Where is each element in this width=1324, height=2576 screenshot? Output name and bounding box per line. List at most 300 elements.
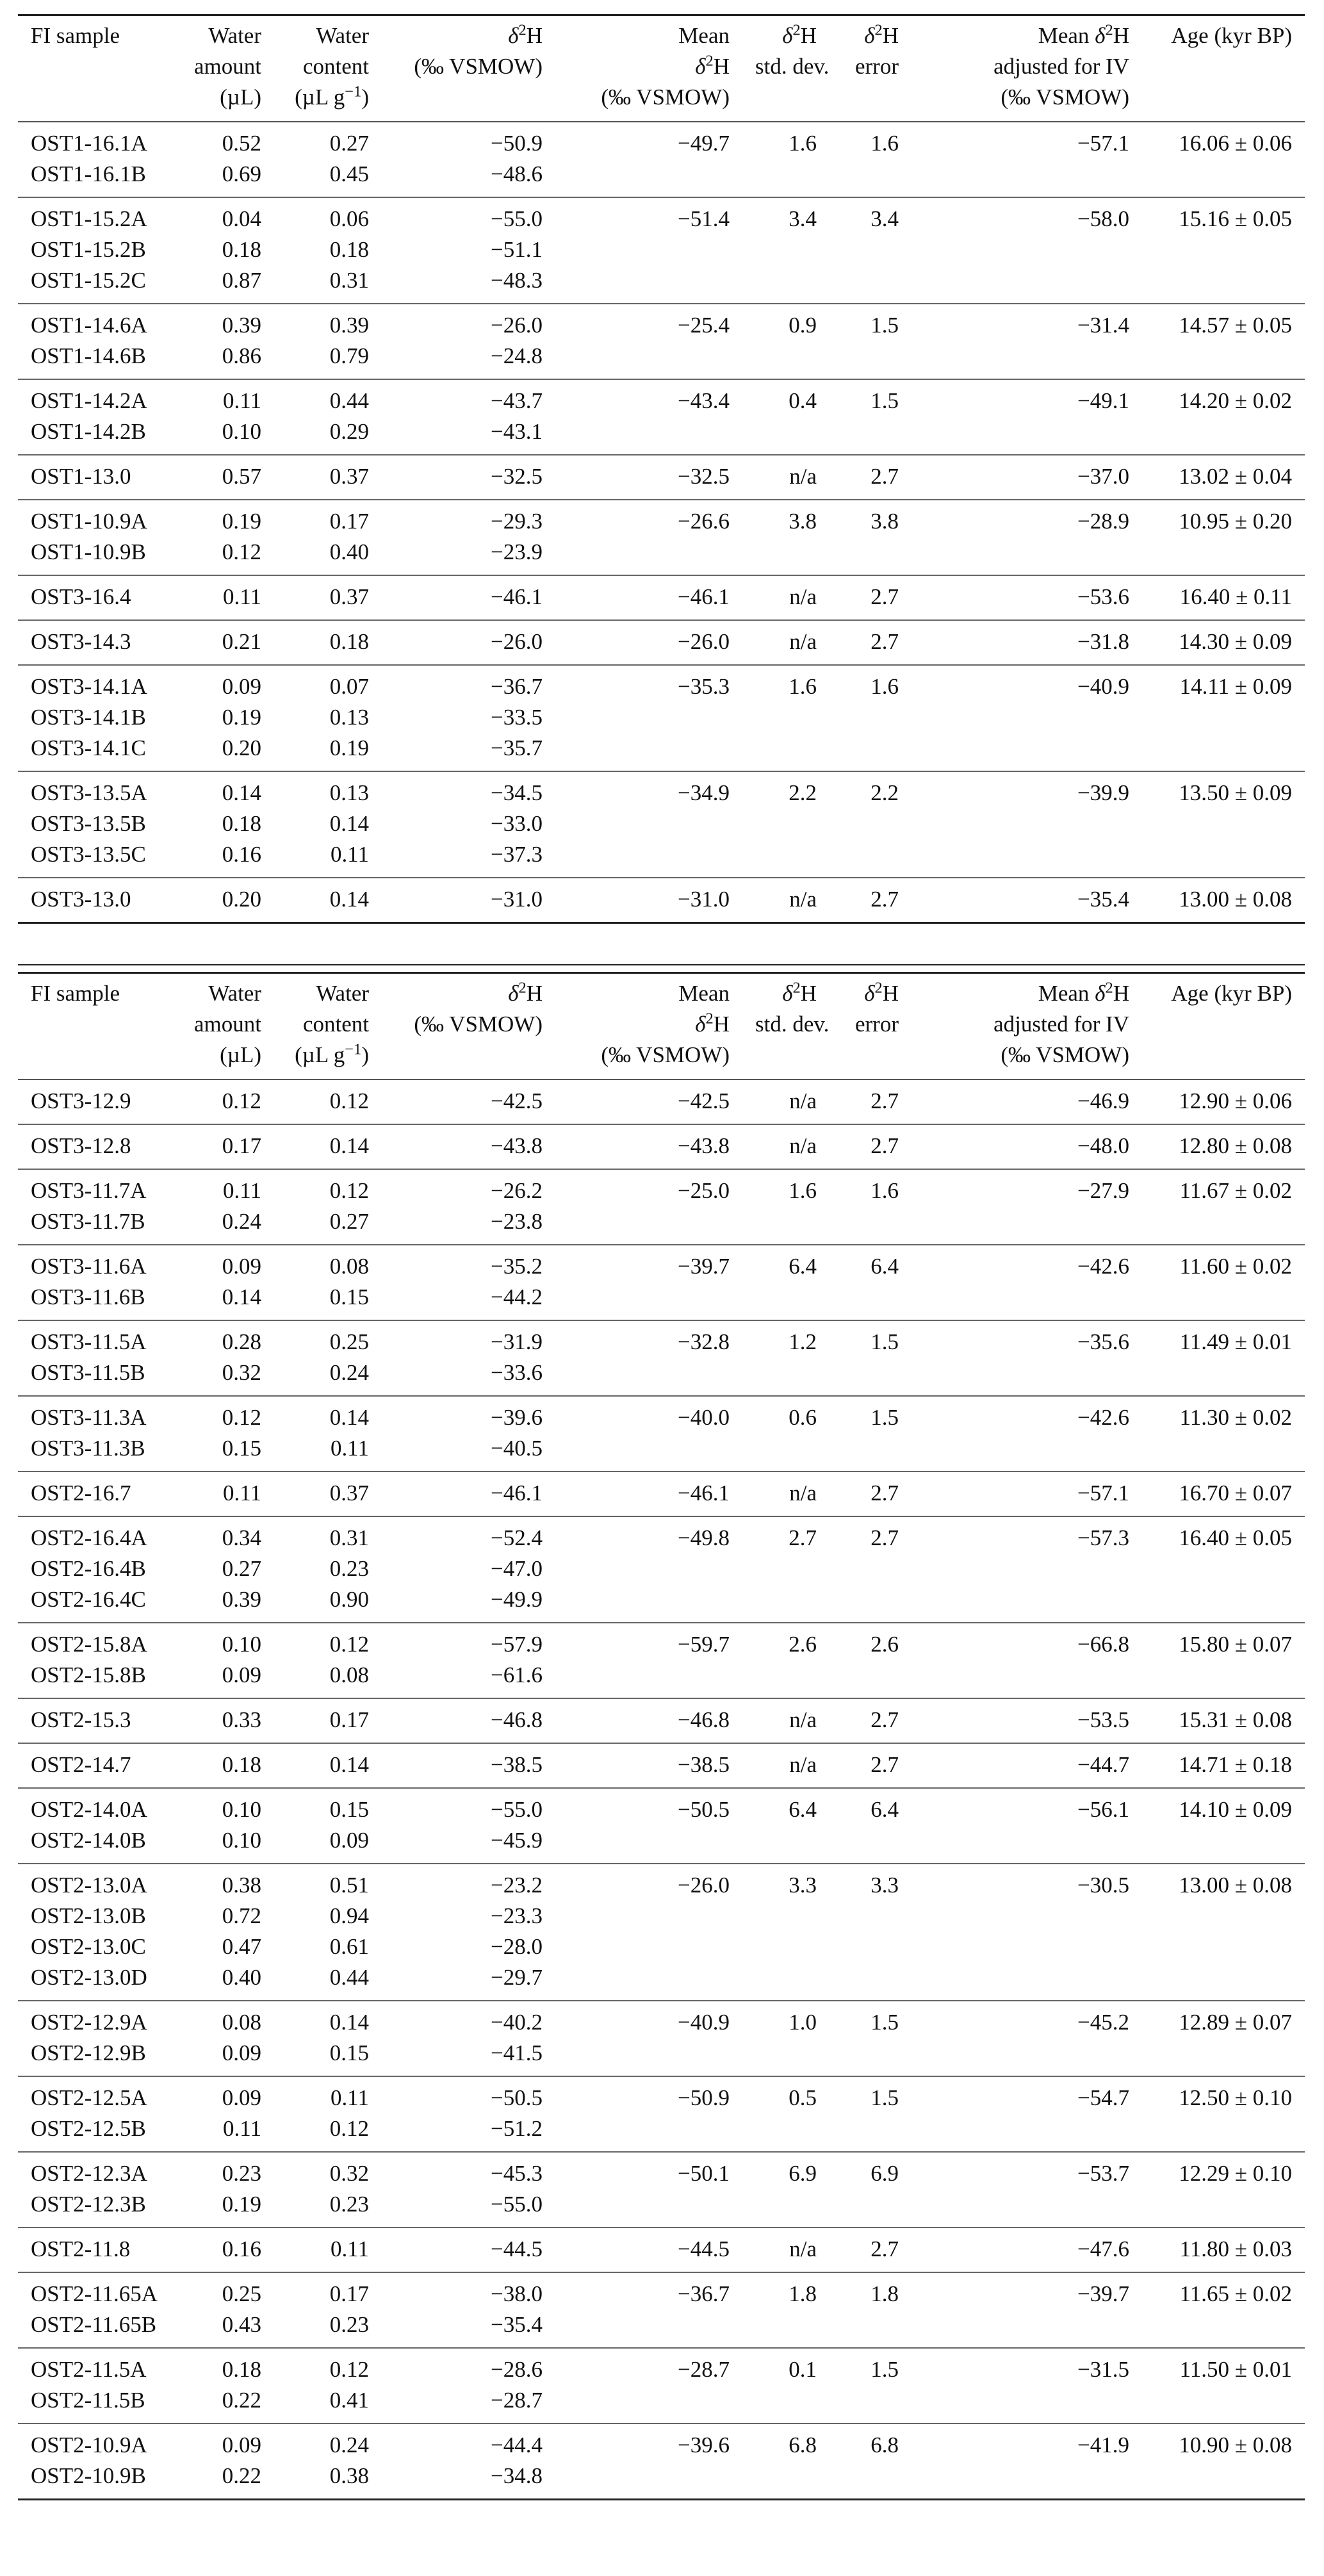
cell-mean-d2h-value: −26.0 <box>678 629 730 654</box>
cell-fi-sample-line: OST1-14.2A <box>31 388 147 413</box>
cell-age <box>1142 1079 1305 1124</box>
cell-water-content-line: 0.39 <box>329 313 369 338</box>
table-row <box>18 1472 1305 1516</box>
cell-water-amount-line: 0.21 <box>222 629 261 654</box>
cell-d2h-line: −50.9 <box>491 131 543 156</box>
cell-water-content-line: 0.13 <box>329 705 369 730</box>
cell-water-amount-line: 0.72 <box>222 1903 261 1928</box>
cell-fi-sample-line: OST3-11.3B <box>31 1436 145 1461</box>
cell-age-value: 13.00 ± 0.08 <box>1179 1873 1292 1898</box>
cell-d2h-line: −34.8 <box>491 2463 543 2488</box>
header-line: Water <box>208 23 261 48</box>
cell-water-amount-line: 0.38 <box>222 1873 261 1898</box>
cell-mean-d2h-value: −28.7 <box>678 2357 730 2382</box>
cell-mean-d2h-value: −40.0 <box>678 1405 730 1430</box>
cell-fi-sample <box>18 122 179 197</box>
cell-error <box>830 1623 911 1698</box>
cell-d2h <box>382 2227 555 2272</box>
table-row <box>18 304 1305 379</box>
cell-mean-d2h <box>555 1396 742 1472</box>
cell-mean-d2h <box>555 1623 742 1698</box>
cell-mean-d2h-value: −38.5 <box>678 1752 730 1777</box>
cell-d2h-line: −46.1 <box>491 1481 543 1505</box>
cell-std-dev <box>742 1396 830 1472</box>
cell-std-dev-value: n/a <box>789 464 817 489</box>
cell-d2h-line: −44.4 <box>491 2432 543 2457</box>
cell-mean-d2h <box>555 1124 742 1169</box>
table-row <box>18 1698 1305 1743</box>
cell-mean-adjusted-value: −39.7 <box>1077 2281 1129 2306</box>
header-d2h <box>382 15 555 122</box>
cell-d2h-line: −41.5 <box>491 2040 543 2065</box>
cell-std-dev <box>742 379 830 455</box>
cell-age-value: 11.60 ± 0.02 <box>1179 1254 1292 1279</box>
header-line: Age (kyr BP) <box>1171 23 1292 48</box>
table-row <box>18 1124 1305 1169</box>
cell-age-value: 14.30 ± 0.09 <box>1179 629 1292 654</box>
cell-water-content <box>274 1788 382 1864</box>
cell-fi-sample-line: OST1-10.9A <box>31 509 147 534</box>
cell-mean-adjusted <box>911 1743 1142 1788</box>
cell-d2h-line: −44.2 <box>491 1284 543 1309</box>
cell-fi-sample-line: OST3-13.5C <box>31 842 146 867</box>
cell-error <box>830 2227 911 2272</box>
cell-d2h-line: −38.0 <box>491 2281 543 2306</box>
cell-std-dev-value: n/a <box>789 1088 817 1113</box>
cell-std-dev <box>742 2076 830 2152</box>
cell-std-dev-value: n/a <box>789 887 817 912</box>
cell-age-value: 14.57 ± 0.05 <box>1179 313 1292 338</box>
cell-age <box>1142 771 1305 878</box>
cell-fi-sample <box>18 2152 179 2227</box>
cell-water-amount <box>179 665 274 771</box>
cell-error-value: 1.5 <box>870 2010 899 2035</box>
cell-fi-sample-line: OST3-12.9 <box>31 1088 131 1113</box>
cell-water-content-line: 0.17 <box>329 509 369 534</box>
cell-age-value: 15.16 ± 0.05 <box>1179 206 1292 231</box>
table-header-row <box>18 15 1305 122</box>
table-row <box>18 1864 1305 2001</box>
cell-std-dev-value: 3.4 <box>789 206 817 231</box>
header-line: (‰ VSMOW) <box>1001 1042 1129 1067</box>
cell-fi-sample <box>18 1245 179 1320</box>
cell-water-content-line: 0.41 <box>329 2388 369 2413</box>
cell-mean-adjusted <box>911 665 1142 771</box>
header-line: Mean <box>678 981 730 1006</box>
cell-mean-d2h-value: −42.5 <box>678 1088 730 1113</box>
header-line: error <box>854 54 899 79</box>
cell-age-value: 12.29 ± 0.10 <box>1179 2161 1292 2186</box>
cell-d2h-line: −26.0 <box>491 313 543 338</box>
cell-d2h-line: −51.1 <box>491 237 543 262</box>
cell-fi-sample-line: OST2-12.9A <box>31 2010 147 2035</box>
cell-d2h-line: −35.7 <box>491 735 543 760</box>
cell-mean-d2h-value: −26.0 <box>678 1873 730 1898</box>
cell-water-amount <box>179 1788 274 1864</box>
cell-age-value: 12.89 ± 0.07 <box>1179 2010 1292 2035</box>
cell-d2h <box>382 500 555 575</box>
cell-fi-sample-line: OST2-12.3B <box>31 2192 146 2217</box>
cell-error-value: 3.8 <box>870 509 899 534</box>
cell-age <box>1142 620 1305 665</box>
cell-d2h <box>382 2348 555 2424</box>
header-line: $\delta^2H$ <box>695 52 730 79</box>
cell-water-content <box>274 1743 382 1788</box>
cell-water-amount-line: 0.69 <box>222 161 261 186</box>
cell-fi-sample-line: OST2-13.0B <box>31 1903 146 1928</box>
cell-age <box>1142 2076 1305 2152</box>
cell-water-amount-line: 0.17 <box>222 1133 261 1158</box>
cell-water-content-line: 0.15 <box>329 1797 369 1822</box>
cell-age <box>1142 1169 1305 1245</box>
cell-d2h-line: −31.9 <box>491 1329 543 1354</box>
cell-water-amount-line: 0.19 <box>222 2192 261 2217</box>
cell-fi-sample <box>18 2424 179 2500</box>
table-row <box>18 2424 1305 2500</box>
cell-mean-adjusted-value: −54.7 <box>1077 2085 1129 2110</box>
cell-water-amount-line: 0.43 <box>222 2312 261 2337</box>
cell-age-value: 12.80 ± 0.08 <box>1179 1133 1292 1158</box>
header-mean-d2h <box>555 15 742 122</box>
cell-water-amount-line: 0.10 <box>222 1797 261 1822</box>
cell-water-amount-line: 0.39 <box>222 313 261 338</box>
cell-error <box>830 2076 911 2152</box>
table-row <box>18 197 1305 304</box>
cell-d2h <box>382 1743 555 1788</box>
cell-water-amount <box>179 2272 274 2348</box>
cell-age <box>1142 1623 1305 1698</box>
cell-d2h <box>382 1124 555 1169</box>
cell-water-amount-line: 0.09 <box>222 674 261 699</box>
cell-std-dev <box>742 1124 830 1169</box>
cell-fi-sample <box>18 379 179 455</box>
table-separator-rule <box>18 964 1305 965</box>
cell-water-content-line: 0.14 <box>329 1405 369 1430</box>
cell-water-content <box>274 1472 382 1516</box>
cell-d2h-line: −23.3 <box>491 1903 543 1928</box>
cell-error-value: 1.5 <box>870 2357 899 2382</box>
cell-water-amount <box>179 1864 274 2001</box>
cell-error <box>830 197 911 304</box>
cell-d2h <box>382 197 555 304</box>
cell-age <box>1142 122 1305 197</box>
cell-mean-adjusted <box>911 455 1142 500</box>
cell-mean-adjusted <box>911 2001 1142 2076</box>
cell-std-dev <box>742 1320 830 1396</box>
cell-fi-sample-line: OST2-11.8 <box>31 2236 131 2261</box>
header-line: content <box>302 54 369 79</box>
cell-water-content <box>274 2348 382 2424</box>
cell-water-content-line: 0.11 <box>331 1436 369 1461</box>
cell-water-amount-line: 0.18 <box>222 237 261 262</box>
header-line: $\delta^2H$ <box>508 979 543 1006</box>
cell-water-amount-line: 0.09 <box>222 2432 261 2457</box>
header-line: $\delta^2H$ <box>782 979 817 1006</box>
cell-std-dev-value: 1.6 <box>789 131 817 156</box>
cell-error <box>830 1169 911 1245</box>
cell-error-value: 2.7 <box>870 1752 899 1777</box>
header-line: (µL $g^{-1}$) <box>295 1040 369 1067</box>
cell-fi-sample-line: OST3-11.5A <box>31 1329 147 1354</box>
table-row <box>18 878 1305 923</box>
header-error <box>830 15 911 122</box>
cell-mean-adjusted-value: −44.7 <box>1077 1752 1129 1777</box>
cell-std-dev-value: 6.4 <box>789 1254 817 1279</box>
cell-d2h <box>382 455 555 500</box>
cell-mean-d2h-value: −43.8 <box>678 1133 730 1158</box>
cell-water-amount <box>179 1320 274 1396</box>
cell-water-content-line: 0.11 <box>331 2236 369 2261</box>
cell-age <box>1142 500 1305 575</box>
header-line: $\delta^2H$ <box>508 21 543 48</box>
cell-fi-sample-line: OST3-14.1C <box>31 735 146 760</box>
cell-mean-adjusted <box>911 1124 1142 1169</box>
cell-error-value: 2.2 <box>870 780 899 805</box>
cell-mean-d2h-value: −50.1 <box>678 2161 730 2186</box>
cell-water-content <box>274 2424 382 2500</box>
cell-mean-d2h <box>555 575 742 620</box>
cell-std-dev-value: 3.3 <box>789 1873 817 1898</box>
table-row <box>18 620 1305 665</box>
cell-std-dev-value: 1.8 <box>789 2281 817 2306</box>
cell-d2h-line: −37.3 <box>491 842 543 867</box>
table-row <box>18 2227 1305 2272</box>
cell-mean-adjusted <box>911 197 1142 304</box>
cell-fi-sample-line: OST2-16.4B <box>31 1556 146 1581</box>
cell-fi-sample-line: OST3-11.7B <box>31 1209 145 1234</box>
cell-d2h-line: −57.9 <box>491 1632 543 1657</box>
table-row <box>18 2348 1305 2424</box>
table-row <box>18 500 1305 575</box>
cell-std-dev <box>742 1788 830 1864</box>
cell-fi-sample-line: OST3-12.8 <box>31 1133 131 1158</box>
cell-std-dev-value: 1.6 <box>789 674 817 699</box>
cell-error <box>830 500 911 575</box>
header-std-dev <box>742 15 830 122</box>
cell-water-amount-line: 0.09 <box>222 2040 261 2065</box>
cell-water-amount-line: 0.14 <box>222 1284 261 1309</box>
cell-water-amount-line: 0.25 <box>222 2281 261 2306</box>
cell-fi-sample-line: OST2-11.5A <box>31 2357 147 2382</box>
cell-mean-adjusted <box>911 2152 1142 2227</box>
cell-mean-d2h <box>555 878 742 923</box>
cell-mean-d2h-value: −40.9 <box>678 2010 730 2035</box>
header-fi-sample <box>18 15 179 122</box>
cell-fi-sample-line: OST1-14.2B <box>31 419 146 444</box>
cell-age <box>1142 1245 1305 1320</box>
cell-water-amount-line: 0.04 <box>222 206 261 231</box>
cell-error <box>830 122 911 197</box>
cell-water-content-line: 0.18 <box>329 237 369 262</box>
cell-std-dev-value: n/a <box>789 1752 817 1777</box>
cell-error <box>830 1698 911 1743</box>
cell-water-amount-line: 0.20 <box>222 735 261 760</box>
cell-mean-d2h <box>555 2152 742 2227</box>
cell-d2h <box>382 122 555 197</box>
cell-water-content-line: 0.06 <box>329 206 369 231</box>
cell-water-content-line: 0.37 <box>329 1481 369 1505</box>
table-row <box>18 771 1305 878</box>
cell-mean-adjusted-value: −57.1 <box>1077 131 1129 156</box>
cell-error-value: 1.5 <box>870 2085 899 2110</box>
cell-water-content-line: 0.17 <box>329 2281 369 2306</box>
cell-mean-adjusted-value: −31.5 <box>1077 2357 1129 2382</box>
table-row <box>18 2076 1305 2152</box>
cell-water-amount-line: 0.18 <box>222 1752 261 1777</box>
cell-mean-adjusted-value: −57.1 <box>1077 1481 1129 1505</box>
cell-d2h-line: −23.9 <box>491 539 543 564</box>
cell-water-content-line: 0.38 <box>329 2463 369 2488</box>
cell-mean-adjusted <box>911 2272 1142 2348</box>
header-water-amount <box>179 973 274 1080</box>
cell-d2h-line: −46.8 <box>491 1707 543 1732</box>
cell-age <box>1142 665 1305 771</box>
cell-fi-sample <box>18 1743 179 1788</box>
cell-error <box>830 2001 911 2076</box>
cell-mean-adjusted <box>911 1698 1142 1743</box>
cell-error <box>830 379 911 455</box>
cell-mean-d2h <box>555 122 742 197</box>
cell-d2h <box>382 2272 555 2348</box>
cell-d2h <box>382 1864 555 2001</box>
cell-water-content-line: 0.12 <box>329 1632 369 1657</box>
cell-water-amount-line: 0.18 <box>222 811 261 836</box>
cell-fi-sample <box>18 1516 179 1623</box>
cell-mean-d2h <box>555 1320 742 1396</box>
cell-error-value: 2.7 <box>870 1707 899 1732</box>
cell-water-content-line: 0.29 <box>329 419 369 444</box>
cell-fi-sample <box>18 1124 179 1169</box>
cell-d2h-line: −29.7 <box>491 1965 543 1990</box>
cell-mean-d2h <box>555 304 742 379</box>
cell-age <box>1142 1864 1305 2001</box>
cell-water-content <box>274 771 382 878</box>
cell-mean-d2h <box>555 2272 742 2348</box>
cell-d2h <box>382 2001 555 2076</box>
cell-water-amount <box>179 1516 274 1623</box>
cell-d2h-line: −43.1 <box>491 419 543 444</box>
cell-error-value: 1.5 <box>870 313 899 338</box>
cell-std-dev <box>742 1698 830 1743</box>
cell-error-value: 6.4 <box>870 1797 899 1822</box>
cell-mean-d2h <box>555 1245 742 1320</box>
cell-age-value: 10.90 ± 0.08 <box>1179 2432 1292 2457</box>
cell-error <box>830 304 911 379</box>
cell-water-amount <box>179 1124 274 1169</box>
cell-water-content-line: 0.31 <box>329 268 369 293</box>
cell-mean-d2h <box>555 455 742 500</box>
cell-water-content <box>274 304 382 379</box>
cell-water-amount-line: 0.09 <box>222 1662 261 1687</box>
cell-std-dev <box>742 878 830 923</box>
cell-water-amount-line: 0.20 <box>222 887 261 912</box>
cell-std-dev-value: 0.4 <box>789 388 817 413</box>
table-row <box>18 2272 1305 2348</box>
cell-error <box>830 1516 911 1623</box>
cell-d2h <box>382 771 555 878</box>
cell-water-content <box>274 1516 382 1623</box>
cell-age-value: 14.71 ± 0.18 <box>1179 1752 1292 1777</box>
cell-error-value: 2.7 <box>870 1525 899 1550</box>
cell-std-dev <box>742 620 830 665</box>
cell-error-value: 2.7 <box>870 464 899 489</box>
table-row <box>18 1623 1305 1698</box>
cell-age <box>1142 1472 1305 1516</box>
cell-age <box>1142 2001 1305 2076</box>
cell-water-content-line: 0.23 <box>329 2192 369 2217</box>
cell-d2h-line: −42.5 <box>491 1088 543 1113</box>
cell-d2h-line: −61.6 <box>491 1662 543 1687</box>
cell-fi-sample <box>18 1864 179 2001</box>
cell-mean-adjusted <box>911 500 1142 575</box>
cell-d2h-line: −33.5 <box>491 705 543 730</box>
cell-error-value: 2.7 <box>870 1481 899 1505</box>
cell-d2h-line: −23.2 <box>491 1873 543 1898</box>
cell-error <box>830 1864 911 2001</box>
cell-error <box>830 771 911 878</box>
cell-age <box>1142 575 1305 620</box>
cell-mean-d2h <box>555 1698 742 1743</box>
cell-mean-d2h <box>555 1864 742 2001</box>
cell-d2h-line: −45.3 <box>491 2161 543 2186</box>
cell-error <box>830 1320 911 1396</box>
cell-fi-sample-line: OST2-14.0A <box>31 1797 147 1822</box>
cell-fi-sample-line: OST2-10.9A <box>31 2432 147 2457</box>
cell-age-value: 12.50 ± 0.10 <box>1179 2085 1292 2110</box>
cell-water-amount-line: 0.12 <box>222 1088 261 1113</box>
cell-d2h-line: −32.5 <box>491 464 543 489</box>
cell-d2h <box>382 2152 555 2227</box>
table-row <box>18 1169 1305 1245</box>
cell-mean-adjusted-value: −28.9 <box>1077 509 1129 534</box>
cell-water-content-line: 0.14 <box>329 811 369 836</box>
cell-fi-sample-line: OST3-11.6A <box>31 1254 147 1279</box>
cell-mean-adjusted <box>911 1623 1142 1698</box>
cell-water-amount <box>179 2076 274 2152</box>
cell-age-value: 16.70 ± 0.07 <box>1179 1481 1292 1505</box>
cell-d2h <box>382 1698 555 1743</box>
cell-mean-d2h <box>555 379 742 455</box>
cell-water-content <box>274 2076 382 2152</box>
cell-mean-d2h <box>555 771 742 878</box>
cell-error <box>830 2152 911 2227</box>
cell-std-dev-value: 2.7 <box>789 1525 817 1550</box>
cell-fi-sample <box>18 1788 179 1864</box>
cell-age <box>1142 1743 1305 1788</box>
cell-water-content-line: 0.44 <box>329 388 369 413</box>
cell-std-dev-value: n/a <box>789 2236 817 2261</box>
cell-mean-adjusted-value: −42.6 <box>1077 1405 1129 1430</box>
cell-fi-sample-line: OST2-12.5A <box>31 2085 147 2110</box>
header-fi-sample <box>18 973 179 1080</box>
cell-water-content <box>274 2152 382 2227</box>
cell-d2h-line: −47.0 <box>491 1556 543 1581</box>
cell-water-content <box>274 500 382 575</box>
cell-water-content-line: 0.23 <box>329 2312 369 2337</box>
cell-std-dev-value: n/a <box>789 1481 817 1505</box>
cell-water-amount <box>179 1245 274 1320</box>
header-line: Age (kyr BP) <box>1171 981 1292 1006</box>
cell-std-dev <box>742 1472 830 1516</box>
cell-mean-adjusted <box>911 379 1142 455</box>
cell-water-content-line: 0.14 <box>329 887 369 912</box>
header-d2h <box>382 973 555 1080</box>
cell-water-amount-line: 0.28 <box>222 1329 261 1354</box>
cell-age <box>1142 455 1305 500</box>
cell-fi-sample-line: OST2-11.5B <box>31 2388 145 2413</box>
cell-water-amount <box>179 500 274 575</box>
header-line: Water <box>316 981 369 1006</box>
